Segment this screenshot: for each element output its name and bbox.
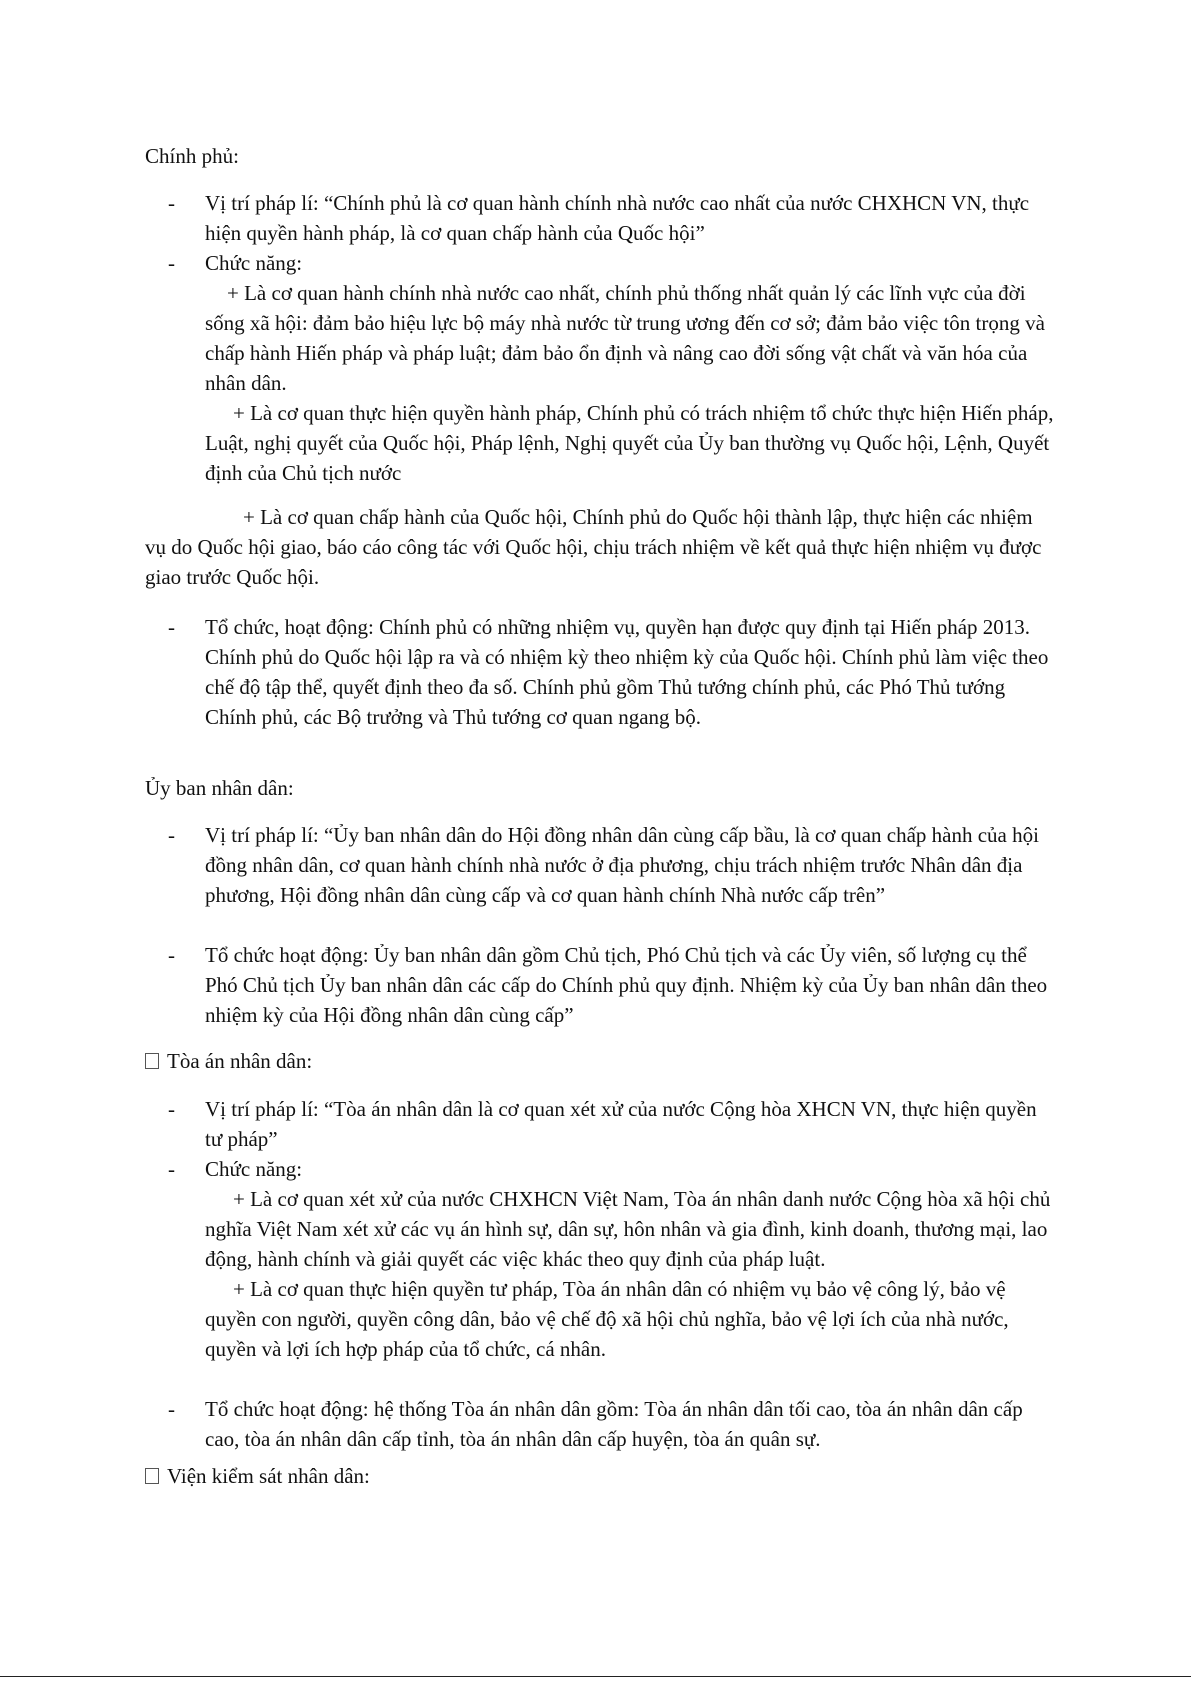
ubnd-vi-tri-phap-li: [205, 820, 1055, 910]
section-heading-chinh-phu: Chính phủ:: [145, 144, 239, 168]
toa-an-chuc-nang-item: + Là cơ quan thực hiện quyền tư pháp, Tòa án nhân dân có nhiệm vụ bảo vệ công lý, bảo vệ quyền con người, quyền công dân, bảo vệ chế độ xã hội chủ nghĩa, bảo vệ lợi ích của nhà nước, quyền và lợi ích hợp pháp của tổ chức, cá nhân.: [205, 1277, 1009, 1361]
page-bottom-rule: [0, 1676, 1191, 1677]
chinh-phu-chap-hanh-paragraph: [145, 502, 1055, 592]
bullet-dash: -: [168, 943, 175, 967]
toa-an-vi-tri-text: Vị trí pháp lí: “Tòa án nhân dân là cơ quan xét xử của nước Cộng hòa XHCN VN, thực hiện quyền tư pháp”: [205, 1097, 1037, 1151]
bullet-dash: -: [168, 1157, 175, 1181]
vien-kiem-sat-heading-label: Viện kiểm sát nhân dân:: [167, 1464, 370, 1488]
chinh-phu-chuc-nang-label: Chức năng:: [205, 251, 303, 275]
chinh-phu-to-chuc-text: Tổ chức, hoạt động: Chính phủ có những nhiệm vụ, quyền hạn được quy định tại Hiến pháp 2013. Chính phủ do Quốc hội lập ra và có nhiệm kỳ theo nhiệm kỳ của Quốc hội. Chính phủ làm việc theo chế độ tập thể, quyết định theo đa số. Chính phủ gồm Thủ tướng chính phủ, các Phó Thủ tướng Chính phủ, các Bộ trưởng và Thủ tướng cơ quan ngang bộ.: [205, 615, 1049, 729]
toa-an-vi-tri-phap-li: [205, 1094, 1055, 1154]
checkbox-glyph-icon: [145, 1053, 159, 1069]
checkbox-glyph-icon: [145, 1468, 159, 1484]
bullet-dash: -: [168, 191, 175, 215]
section-heading-ubnd: Ủy ban nhân dân:: [145, 776, 294, 800]
section-heading-vien-kiem-sat: [145, 1461, 370, 1491]
toa-an-chuc-nang-item: + Là cơ quan xét xử của nước CHXHCN Việt Nam, Tòa án nhân danh nước Cộng hòa xã hội chủ nghĩa Việt Nam xét xử các vụ án hình sự, dân sự, hôn nhân và gia đình, kinh doanh, thương mại, lao động, hành chính và giải quyết các việc khác theo quy định của pháp luật.: [205, 1187, 1051, 1271]
toa-an-heading-label: Tòa án nhân dân:: [167, 1049, 313, 1073]
toa-an-to-chuc: [205, 1394, 1055, 1454]
ubnd-to-chuc: [205, 940, 1055, 1030]
ubnd-to-chuc-text: Tổ chức hoạt động: Ủy ban nhân dân gồm Chủ tịch, Phó Chủ tịch và các Ủy viên, số lượng cụ thể Phó Chủ tịch Ủy ban nhân dân các cấp do Chính phủ quy định. Nhiệm kỳ của Ủy ban nhân dân theo nhiệm kỳ của Hội đồng nhân dân cùng cấp”: [205, 943, 1048, 1027]
bullet-dash: -: [168, 251, 175, 275]
chinh-phu-to-chuc: [205, 612, 1055, 732]
chinh-phu-chap-hanh-text: + Là cơ quan chấp hành của Quốc hội, Chính phủ do Quốc hội thành lập, thực hiện các nhiệm vụ do Quốc hội giao, báo cáo công tác với Quốc hội, chịu trách nhiệm về kết quả thực hiện nhiệm vụ được giao trước Quốc hội.: [145, 505, 1042, 589]
chinh-phu-vi-tri-text: Vị trí pháp lí: “Chính phủ là cơ quan hành chính nhà nước cao nhất của nước CHXHCN VN, thực hiện quyền hành pháp, là cơ quan chấp hành của Quốc hội”: [205, 191, 1030, 245]
bullet-dash: -: [168, 1397, 175, 1421]
toa-an-chuc-nang-label: Chức năng:: [205, 1157, 303, 1181]
chinh-phu-chuc-nang-item: + Là cơ quan thực hiện quyền hành pháp, Chính phủ có trách nhiệm tổ chức thực hiện Hiến pháp, Luật, nghị quyết của Quốc hội, Pháp lệnh, Nghị quyết của Ủy ban thường vụ Quốc hội, Lệnh, Quyết định của Chủ tịch nước: [205, 401, 1054, 485]
toa-an-to-chuc-text: Tổ chức hoạt động: hệ thống Tòa án nhân dân gồm: Tòa án nhân dân tối cao, tòa án nhân dân cấp cao, tòa án nhân dân cấp tỉnh, tòa án nhân dân cấp huyện, tòa án quân sự.: [205, 1397, 1023, 1451]
ubnd-vi-tri-text: Vị trí pháp lí: “Ủy ban nhân dân do Hội đồng nhân dân cùng cấp bầu, là cơ quan chấp hành của hội đồng nhân dân, cơ quan hành chính nhà nước ở địa phương, chịu trách nhiệm trước Nhân dân địa phương, Hội đồng nhân dân cùng cấp và cơ quan hành chính Nhà nước cấp trên”: [205, 823, 1039, 907]
bullet-dash: -: [168, 1097, 175, 1121]
bullet-dash: -: [168, 615, 175, 639]
bullet-dash: -: [168, 823, 175, 847]
chinh-phu-vi-tri-phap-li: [205, 188, 1055, 248]
chinh-phu-chuc-nang: [205, 248, 1055, 488]
section-heading-toa-an: [145, 1046, 312, 1076]
toa-an-chuc-nang: [205, 1154, 1055, 1364]
chinh-phu-chuc-nang-item: + Là cơ quan hành chính nhà nước cao nhất, chính phủ thống nhất quản lý các lĩnh vực của đời sống xã hội: đảm bảo hiệu lực bộ máy nhà nước từ trung ương đến cơ sở; đảm bảo việc tôn trọng và chấp hành Hiến pháp và pháp luật; đảm bảo ổn định và nâng cao đời sống vật chất và văn hóa của nhân dân.: [205, 281, 1045, 395]
